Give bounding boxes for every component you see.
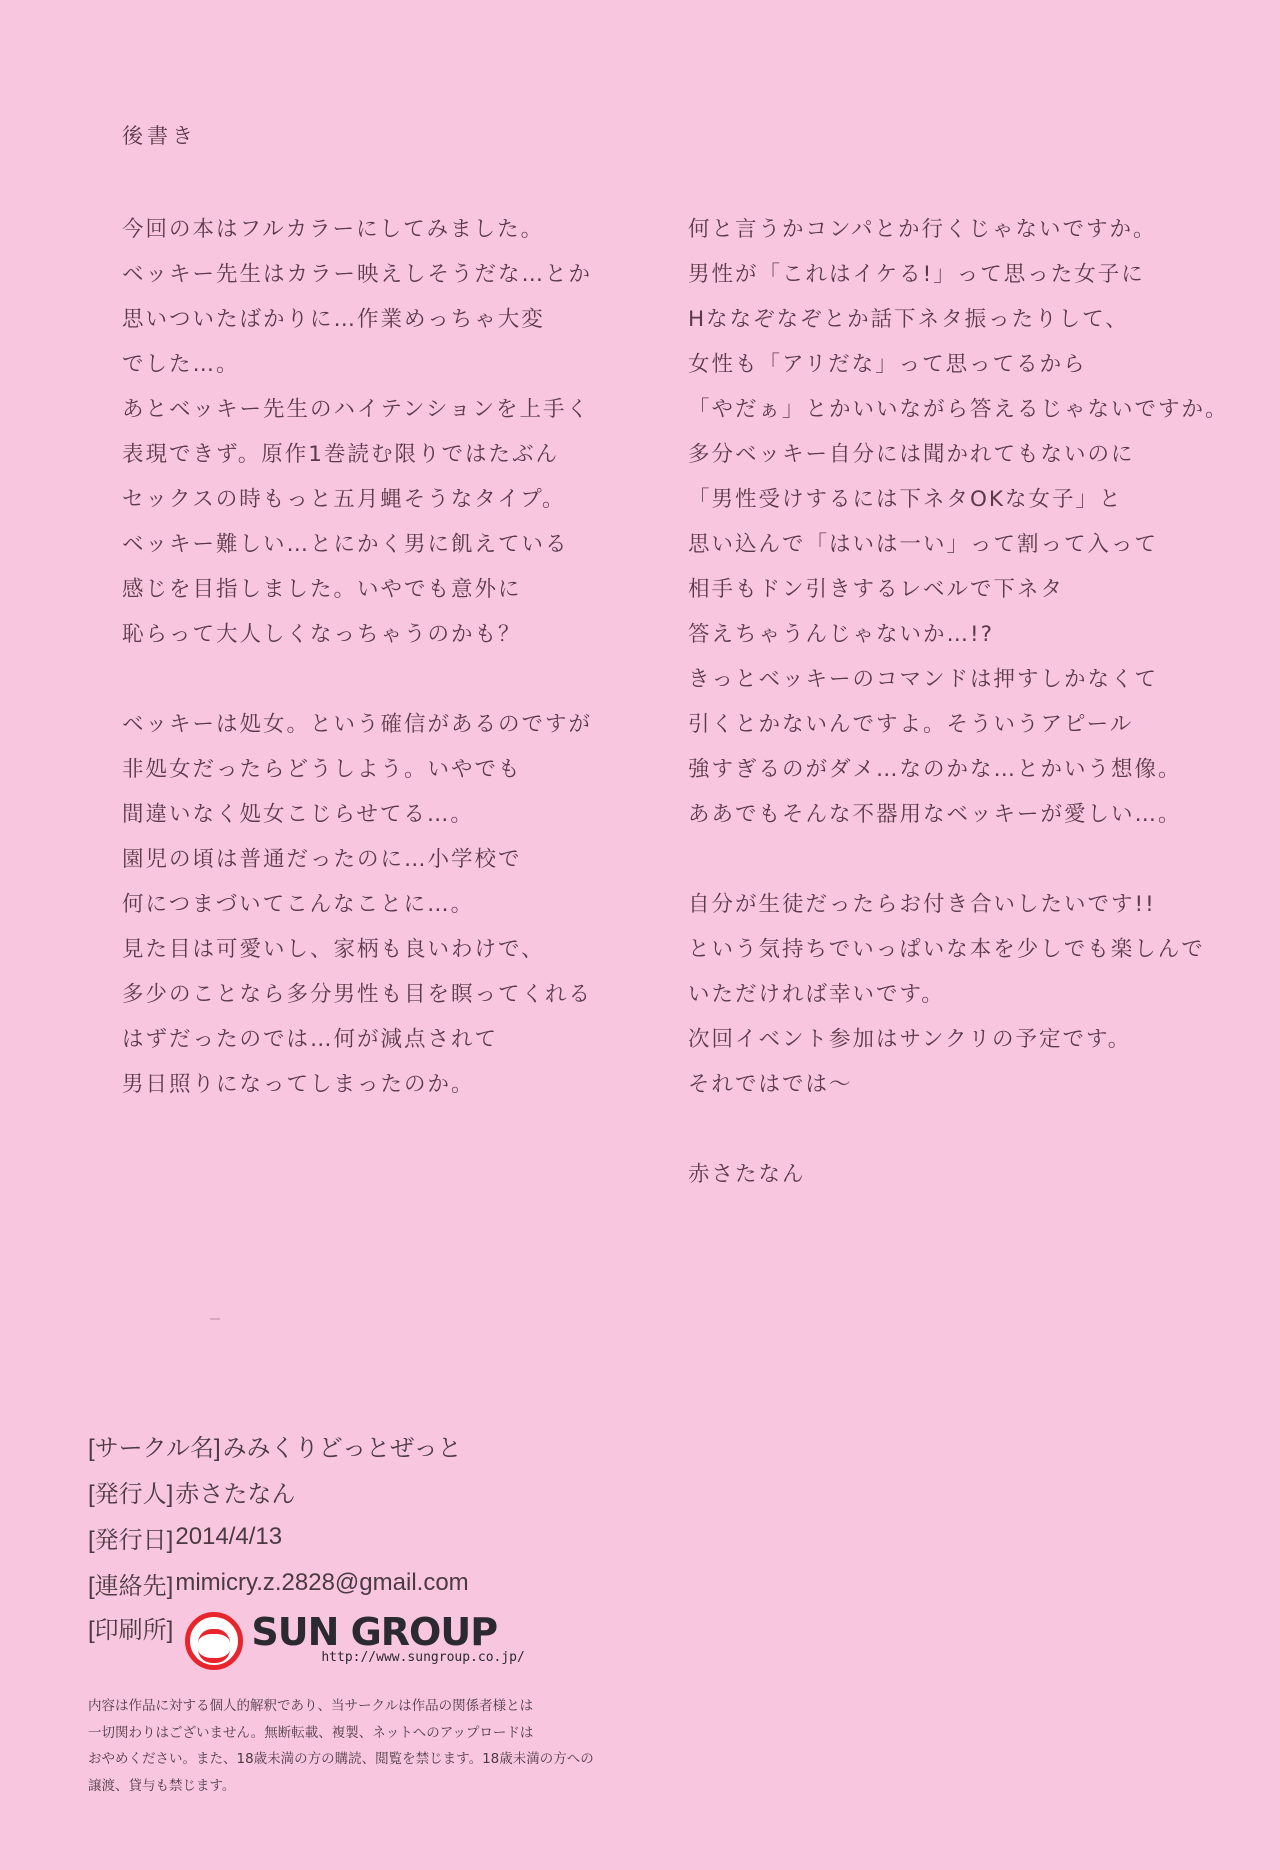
text-line: 恥らって大人しくなっちゃうのかも？ — [122, 622, 522, 647]
afterword-paragraph — [688, 882, 1229, 1107]
text-line: 何につまづいてこんなことに…。 — [122, 892, 475, 917]
text-line: 思いついたばかりに…作業めっちゃ大変 — [122, 307, 545, 332]
disclaimer-line: 内容は作品に対する個人的解釈であり、当サークルは作品の関係者様とは — [88, 1698, 534, 1714]
author-signature: 赤さたなん — [688, 1162, 806, 1187]
text-line: 強すぎるのがダメ…なのかな…とかいう想像。 — [688, 757, 1182, 782]
text-line: 男日照りになってしまったのか。 — [122, 1072, 475, 1097]
contact-label: [連絡先] — [88, 1572, 174, 1600]
text-line: 自分が生徒だったらお付き合いしたいです!! — [688, 892, 1156, 917]
colophon-printer-row — [88, 1606, 525, 1680]
text-line: 引くとかないんですよ。そういうアピール — [688, 712, 1134, 737]
text-line: 見た目は可愛いし、家柄も良いわけで、 — [122, 937, 545, 962]
page-title: 後書き — [122, 124, 197, 148]
text-line: 次回イベント参加はサンクリの予定です。 — [688, 1027, 1132, 1052]
logo-url: http://www.sungroup.co.jp/ — [321, 1650, 525, 1665]
afterword-paragraph — [122, 207, 592, 657]
text-line: という気持ちでいっぱいな本を少しでも楽しんで — [688, 937, 1205, 962]
text-line: 男性が「これはイケる!」って思った女子に — [688, 262, 1145, 287]
text-line: 思い込んで「はいは一い」って割って入って — [688, 532, 1159, 557]
text-line: 答えちゃうんじゃないか…!? — [688, 622, 995, 647]
text-line: ベッキー難しい…とにかく男に飢えている — [122, 532, 569, 557]
text-line: きっとベッキーのコマンドは押すしかなくて — [688, 667, 1159, 692]
circle-label: [サークル名] — [88, 1434, 221, 1462]
printer-label: [印刷所] — [88, 1617, 174, 1644]
colophon-circle-row — [88, 1422, 525, 1468]
date-label: [発行日] — [88, 1526, 174, 1554]
disclaimer-line: 譲渡、貸与も禁じます。 — [88, 1777, 236, 1794]
text-line: ベッキーは処女。という確信があるのですが — [122, 712, 593, 737]
text-line: Hななぞなぞとか話下ネタ振ったりして、 — [688, 307, 1129, 332]
sun-group-mark-icon — [185, 1612, 243, 1670]
text-line: 感じを目指しました。いやでも意外に — [122, 577, 522, 602]
text-line: 女性も「アリだな」って思ってるから — [688, 352, 1087, 377]
disclaimer — [88, 1693, 594, 1799]
logo-wordmark: SUN GROUP — [251, 1610, 498, 1654]
text-line: 非処女だったらどうしよう。いやでも — [122, 757, 522, 782]
colophon-contact-row — [88, 1560, 525, 1606]
afterword-right-column — [688, 207, 1229, 1197]
text-line: それではでは〜 — [688, 1072, 853, 1097]
text-line: 多分ベッキー自分には聞かれてもないのに — [688, 442, 1135, 467]
text-line: 園児の頃は普通だったのに…小学校で — [122, 847, 522, 872]
afterword-paragraph — [122, 702, 592, 1107]
text-line: 多少のことなら多分男性も目を瞑ってくれる — [122, 982, 593, 1007]
text-line: 今回の本はフルカラーにしてみました。 — [122, 217, 545, 242]
colophon-date-row — [88, 1514, 525, 1560]
contact-email: mimicry.z.2828@gmail.com — [175, 1569, 469, 1596]
colophon-publisher-row — [88, 1468, 525, 1514]
text-line: ベッキー先生はカラー映えしそうだな…とか — [122, 262, 593, 287]
text-line: はずだったのでは…何が減点されて — [122, 1027, 499, 1052]
disclaimer-line: おやめください。また、18歳未満の方の購読、閲覧を禁じます。18歳未満の方への — [88, 1751, 594, 1767]
text-line: 相手もドン引きするレベルで下ネタ — [688, 577, 1065, 602]
publisher-label: [発行人] — [88, 1480, 174, 1508]
afterword-left-column — [122, 207, 592, 1152]
paper-mark — [210, 1318, 220, 1320]
publisher-name: 赤さたなん — [175, 1480, 296, 1508]
logo-text-block — [251, 1612, 525, 1665]
text-line: 間違いなく処女こじらせてる…。 — [122, 802, 474, 827]
sun-group-logo — [185, 1612, 525, 1670]
text-line: でした…。 — [122, 352, 240, 377]
text-line: 何と言うかコンパとか行くじゃないですか。 — [688, 217, 1157, 242]
circle-name: みみくりどっとぜっと — [222, 1434, 462, 1462]
disclaimer-line: 一切関わりはございません。無断転載、複製、ネットへのアップロードは — [88, 1724, 534, 1741]
text-line: 「やだぁ」とかいいながら答えるじゃないですか。 — [688, 397, 1229, 422]
text-line: ああでもそんな不器用なベッキーが愛しい…。 — [688, 802, 1182, 827]
publish-date: 2014/4/13 — [175, 1523, 283, 1550]
text-line: いただければ幸いです。 — [688, 982, 945, 1007]
colophon — [88, 1422, 525, 1680]
text-line: あとベッキー先生のハイテンションを上手く — [122, 397, 590, 422]
text-line: 「男性受けするには下ネタOKな女子」と — [688, 487, 1123, 512]
afterword-paragraph — [688, 207, 1229, 837]
text-line: セックスの時もっと五月蝿そうなタイプ。 — [122, 487, 566, 512]
text-line: 表現できず。原作1巻読む限りではたぶん — [122, 442, 559, 467]
